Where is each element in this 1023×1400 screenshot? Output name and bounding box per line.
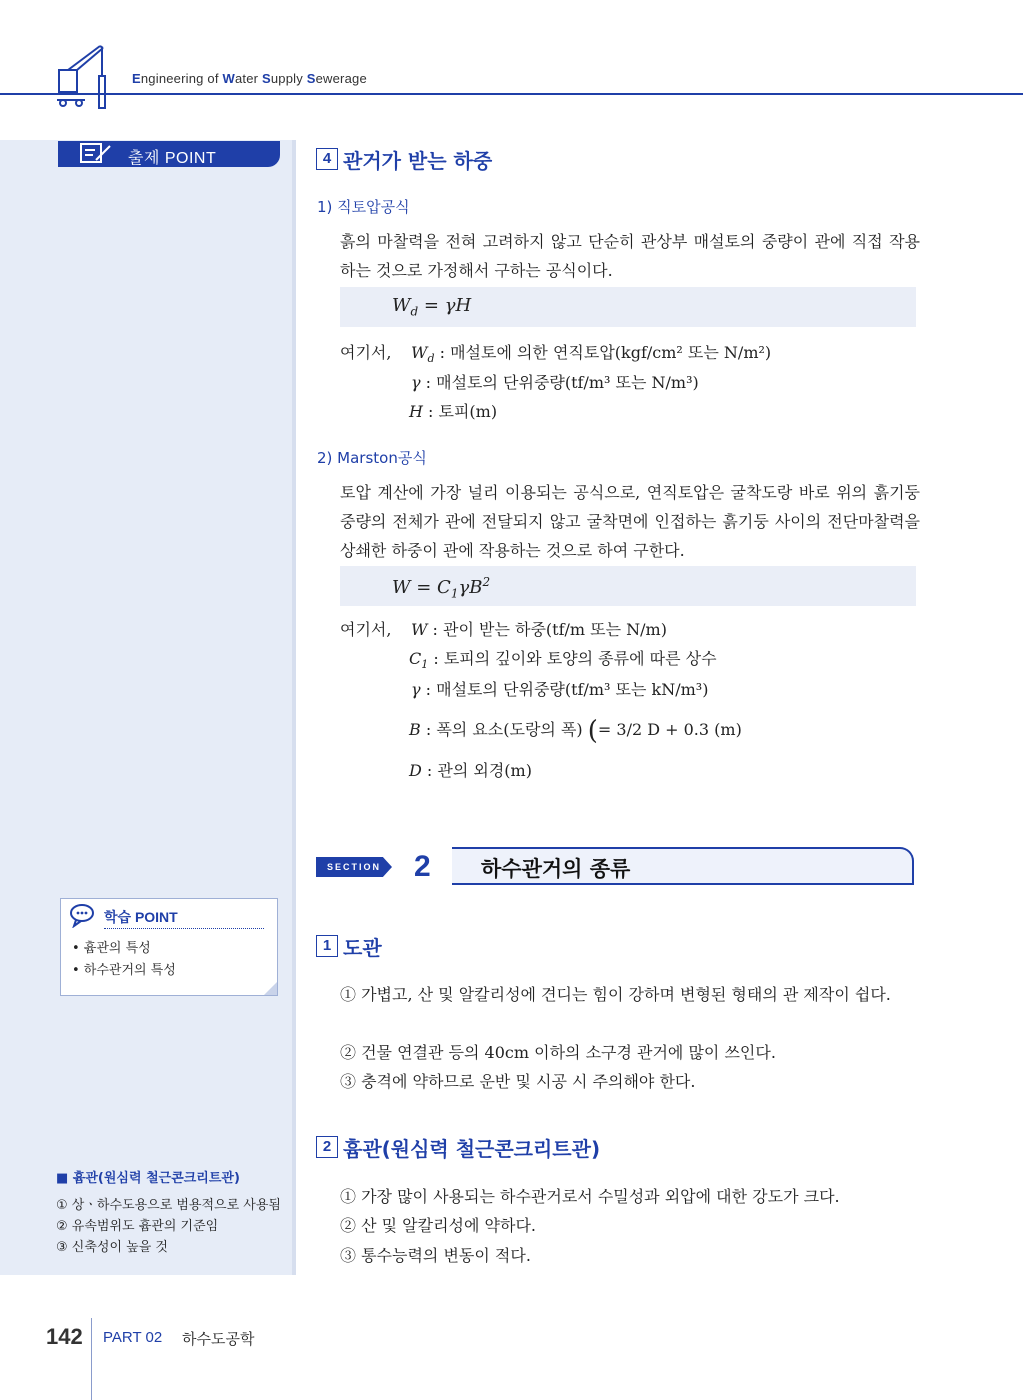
crane-logo-icon (55, 40, 125, 110)
equation-marston: $W = C_1\gamma B^2$ (392, 575, 491, 601)
subheading-direct-earth-pressure: 1) 직토압공식 (317, 198, 410, 216)
definition-gamma: γ : 매설토의 단위중량(tf/m³ 또는 kN/m³) (411, 680, 709, 699)
section-tag-label: SECTION (327, 862, 382, 872)
page-number: 142 (46, 1324, 83, 1349)
definition-w: W : 관이 받는 하중(tf/m 또는 N/m) (411, 620, 667, 639)
study-point-item: • 하수관거의 특성 (72, 963, 176, 978)
definition-b: B : 폭의 요소(도랑의 폭) (= 3/2 D + 0.3 (m) (409, 716, 742, 746)
header-title: Engineering of Water Supply Sewerage (132, 71, 367, 86)
list-item: ② 건물 연결관 등의 40cm 이하의 소구경 관거에 많이 쓰인다. (340, 1043, 776, 1062)
definition-lead: 여기서, (340, 620, 392, 639)
exam-point-label: 출제 POINT (128, 150, 217, 167)
header-rule (0, 93, 1023, 95)
list-item: ① 가장 많이 사용되는 하수관거로서 수밀성과 외압에 대한 강도가 크다. (340, 1187, 840, 1206)
footer-title: 하수도공학 (182, 1330, 255, 1348)
heading-number-box: 1 (316, 935, 338, 957)
list-item: ③ 충격에 약하므로 운반 및 시공 시 주의해야 한다. (340, 1072, 696, 1091)
heading-hume-pipe: 흄관(원심력 철근콘크리트관) (343, 1137, 601, 1161)
footer-part: PART 02 (103, 1329, 163, 1346)
page-curl-icon (264, 982, 277, 995)
sidebar-edge (292, 140, 296, 1275)
heading-number-box: 2 (316, 1136, 338, 1158)
footer-divider (91, 1318, 92, 1400)
sidebar-note-item: ① 상ㆍ하수도용으로 범용적으로 사용됨 (56, 1198, 281, 1213)
definition-lead: 여기서, (340, 343, 392, 362)
study-point-item: • 흄관의 특성 (72, 941, 151, 956)
pencil-note-icon (78, 140, 114, 166)
list-item: ② 산 및 알칼리성에 약하다. (340, 1216, 536, 1235)
sidebar-note-item: ③ 신축성이 높을 것 (56, 1240, 168, 1255)
definition-c1: $C_1$ : 토피의 깊이와 토양의 종류에 따른 상수 (409, 649, 717, 672)
speech-bubble-icon (68, 902, 98, 928)
section-title: 하수관거의 종류 (481, 857, 631, 881)
paragraph-marston: 토압 계산에 가장 널리 이용되는 공식으로, 연직토압은 굴착도랑 바로 위의 흙기둥중량의 전체가 관에 전달되지 않고 굴착면에 인접하는 흙기둥 사이의 전단마찰력을 상쇄한 하중이 관에 작용하는 것으로 하여 구한다. (340, 483, 920, 560)
sidebar-note-title: ■ 흄관(원심력 철근콘크리트관) (56, 1171, 240, 1186)
study-point-title: 학습 POINT (104, 909, 178, 925)
section-number: 2 (414, 850, 431, 883)
definition-gamma: γ : 매설토의 단위중량(tf/m³ 또는 N/m³) (411, 373, 699, 392)
list-item: ① 가볍고, 산 및 알칼리성에 견디는 힘이 강하며 변형된 형태의 관 제작이 쉽다. (340, 985, 891, 1004)
equation-direct: $W_d = \gamma H$ (392, 295, 472, 319)
sidebar-note-item: ② 유속범위도 흄관의 기준임 (56, 1219, 219, 1234)
heading-load-on-pipe: 관거가 받는 하중 (343, 149, 493, 173)
b-formula: = 3/2 D + 0.3 (m) (597, 720, 742, 739)
paragraph-direct-earth-pressure: 흙의 마찰력을 전혀 고려하지 않고 단순히 관상부 매설토의 중량이 관에 직접 작용하는 것으로 가정해서 구하는 공식이다. (340, 232, 920, 280)
list-item: ③ 통수능력의 변동이 적다. (340, 1246, 531, 1265)
study-point-divider (104, 928, 264, 929)
heading-number-box: 4 (316, 148, 338, 170)
sidebar-panel (0, 140, 294, 1275)
definition-d: D : 관의 외경(m) (409, 761, 532, 780)
subheading-marston: 2) Marston공식 (317, 449, 427, 467)
definition-wd: $W_d$ : 매설토에 의한 연직토압(kgf/cm² 또는 N/m²) (411, 343, 772, 366)
heading-clay-pipe: 도관 (343, 936, 382, 960)
definition-h: H : 토피(m) (409, 402, 498, 421)
